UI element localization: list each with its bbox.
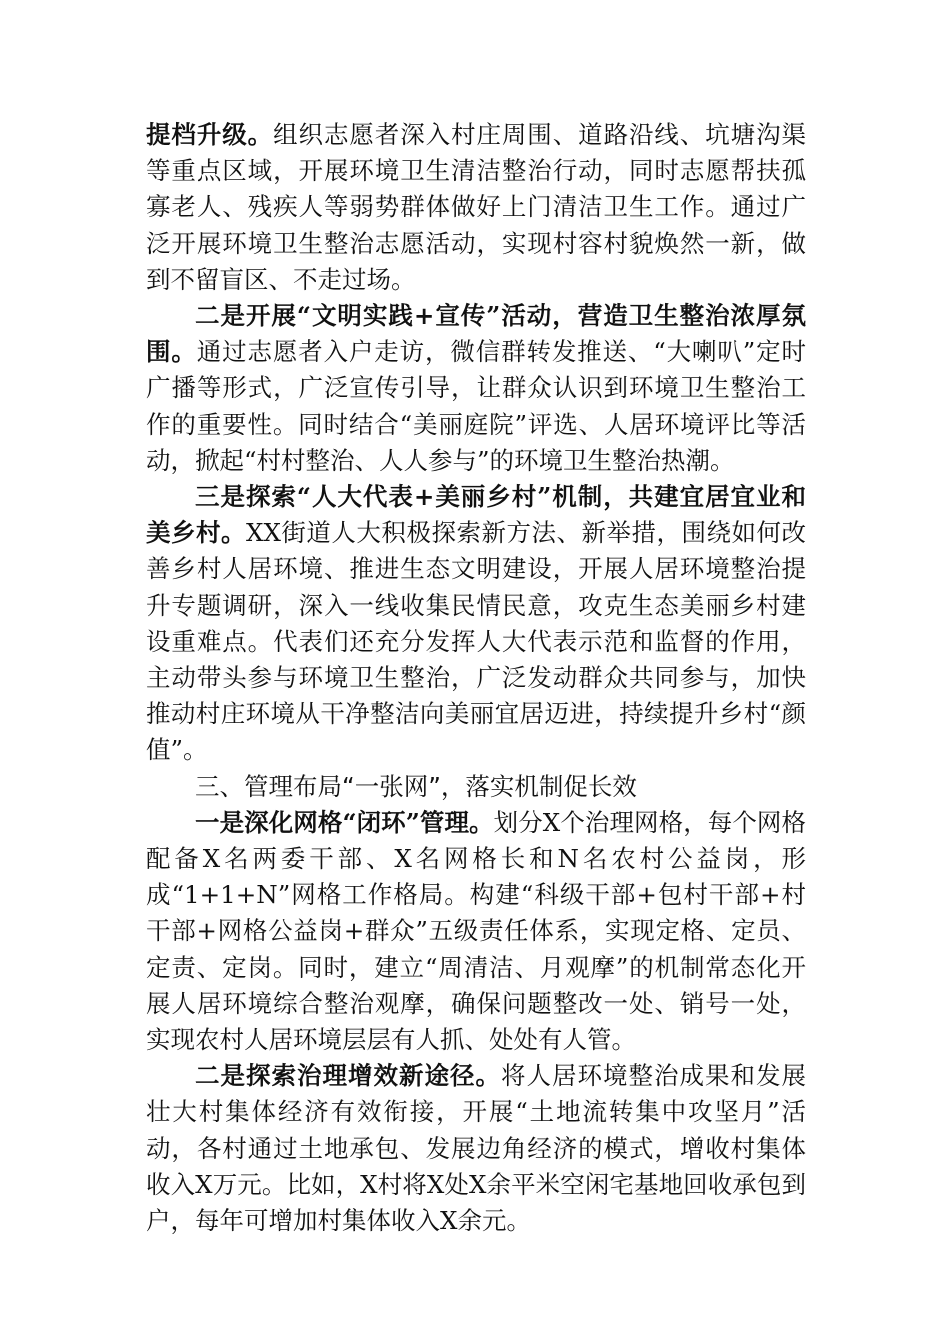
- paragraph-lead: 一是深化网格“闭环”管理。: [195, 807, 494, 837]
- paragraph-governance-efficiency: [146, 1058, 806, 1239]
- paragraph-lead: 提档升级。: [146, 120, 274, 149]
- section-heading: 三、管理布局“一张网”，落实机制促长效: [195, 771, 637, 801]
- paragraph-body: 划分X个治理网格，每个网格配备X名两委干部、X名网格长和N名农村公益岗，形成“1+1+N”网格工作格局。构建“科级干部+包村干部+村干部+网格公益岗+群众”五级责任体系，实现定格、定员、定责、定岗。同时，建立“周清洁、月观摩”的机制常态化开展人居环境综合整治观摩，确保问题整改一处、销号一处，实现农村人居环境层层有人抓、处处有人管。: [146, 807, 806, 1055]
- paragraph-lead: 三是探索“人大代表+美丽乡村”机制，共建宜居宜业和美乡村。: [146, 482, 806, 548]
- paragraph-body: XX街道人大积极探索新方法、新举措，围绕如何改善乡村人居环境、推进生态文明建设，开展人居环境整治提升专题调研，深入一线收集民情民意，攻克生态美丽乡村建设重难点。代表们还充分发挥人大代表示范和监督的作用，主动带头参与环境卫生整治，广泛发动群众共同参与，加快推动村庄环境从干净整洁向美丽宜居迈进，持续提升乡村“颜值”。: [146, 518, 807, 765]
- paragraph-lead: 二是探索治理增效新途径。: [195, 1061, 501, 1091]
- paragraph-lead: 二是开展“文明实践+宣传”活动，营造卫生整治浓厚氛围。: [146, 301, 806, 367]
- paragraph-grid-management: [146, 805, 806, 1058]
- document-page: [146, 117, 806, 1239]
- paragraph-npc-deputies: [146, 479, 806, 769]
- paragraph-civilization-practice: [146, 298, 806, 479]
- paragraph-body: 组织志愿者深入村庄周围、道路沿线、坑塘沟渠等重点区域，开展环境卫生清洁整治行动，同时志愿帮扶孤寡老人、残疾人等弱势群体做好上门清洁卫生工作。通过广泛开展环境卫生整治志愿活动，实现村容村貌焕然一新，做到不留盲区、不走过场。: [146, 120, 807, 294]
- paragraph-body: 通过志愿者入户走访，微信群转发推送、“大喇叭”定时广播等形式，广泛宣传引导，让群众认识到环境卫生整治工作的重要性。同时结合“美丽庭院”评选、人居环境评比等活动，掀起“村村整治、人人参与”的环境卫生整治热潮。: [146, 337, 806, 475]
- paragraph-continued: [146, 117, 806, 298]
- paragraph-body: 将人居环境整治成果和发展壮大村集体经济有效衔接，开展“土地流转集中攻坚月”活动，各村通过土地承包、发展边角经济的模式，增收村集体收入X万元。比如，X村将X处X余平米空闲宅基地回收承包到户，每年可增加村集体收入X余元。: [146, 1061, 806, 1236]
